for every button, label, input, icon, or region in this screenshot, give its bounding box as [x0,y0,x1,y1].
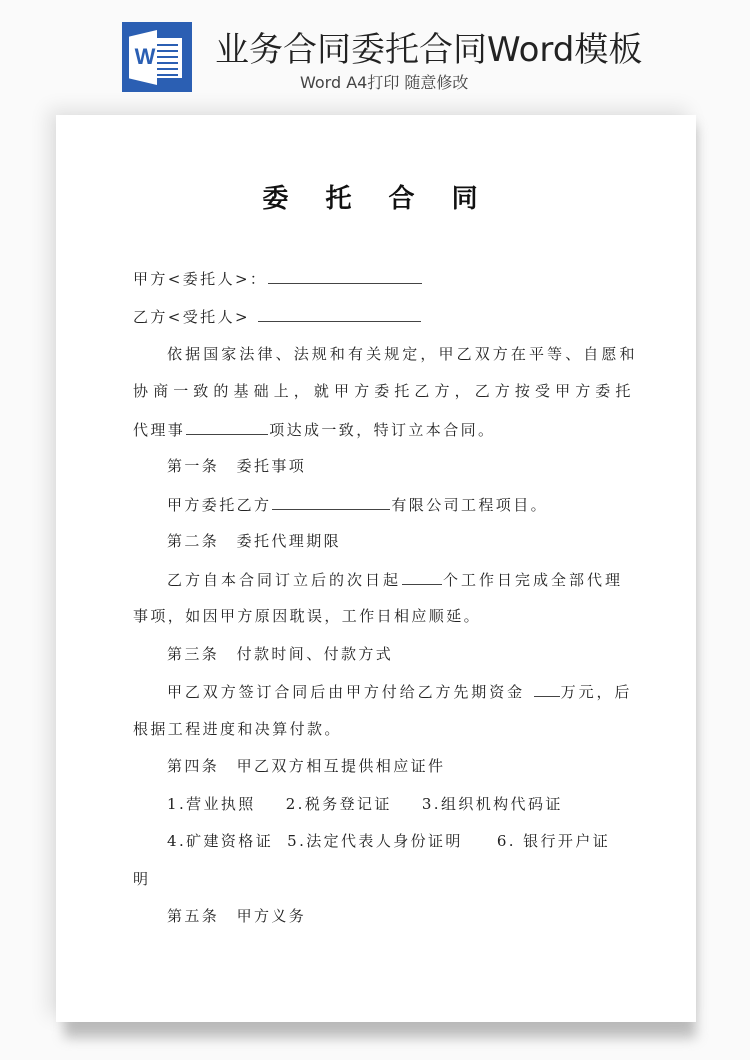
party-b-line [133,305,623,327]
document-item-2: 2.税务登记证 [285,795,392,813]
party-a-blank[interactable] [268,267,422,284]
article-2-post: 个工作日完成全部代理 [443,571,624,589]
article-4-items-wrap: 明 [133,870,151,888]
article-3-line-2: 根据工程进度和决算付款。 [133,720,342,738]
article-5-title: 第五条 甲方义务 [167,907,307,925]
article-4-items-row-1 [167,793,657,815]
article-3-pre: 甲乙双方签订合同后由甲方付给乙方先期资金 [167,683,533,701]
document-title: 委 托 合 同 [262,184,492,214]
party-b-blank[interactable] [258,305,421,322]
article-3-post: 万元，后 [560,683,633,701]
page-header [0,0,750,100]
party-b-label: 乙方<受托人> [133,308,250,326]
word-letter: W [134,44,156,69]
banner-title: 业务合同委托合同Word模板 [215,30,643,70]
article-1-post: 有限公司工程项目。 [391,496,549,514]
company-blank[interactable] [272,493,390,510]
days-blank[interactable] [402,568,442,585]
intro-line-1: 依据国家法律、法规和有关规定，甲乙双方在平等、自愿和 [167,345,638,363]
intro-line-2: 协商一致的基础上，就甲方委托乙方，乙方按受甲方委托 [133,382,636,400]
word-icon [122,22,192,92]
article-4-items-row-2 [167,830,657,852]
article-3-line-1 [167,680,657,702]
amount-blank[interactable] [534,680,560,697]
intro-line-3 [133,418,623,440]
document-item-6: 6. 银行开户证 [496,832,611,850]
article-1-text [167,493,657,515]
document-item-4: 4.矿建资格证 [167,832,274,850]
article-2-line-1 [167,568,657,590]
article-4-title: 第四条 甲乙双方相互提供相应证件 [167,757,446,775]
party-a-label: 甲方<委托人>： [133,270,268,288]
article-3-title: 第三条 付款时间、付款方式 [167,645,394,663]
article-2-line-2: 事项，如因甲方原因耽误，工作日相应顺延。 [133,607,482,625]
article-1-pre: 甲方委托乙方 [167,496,272,514]
article-1-title: 第一条 委托事项 [167,457,307,475]
document-item-1: 1.营业执照 [167,795,256,813]
intro-line-3-post: 项达成一致，特订立本合同。 [269,421,496,439]
document-item-3: 3.组织机构代码证 [421,795,563,813]
matter-blank[interactable] [186,418,268,435]
document-item-5: 5.法定代表人身份证明 [287,832,463,850]
party-a-line [133,267,623,289]
article-2-pre: 乙方自本合同订立后的次日起 [167,571,402,589]
intro-line-3-pre: 代理事 [133,421,186,439]
article-2-title: 第二条 委托代理期限 [167,532,342,550]
banner-subtitle: Word A4打印 随意修改 [300,73,469,92]
